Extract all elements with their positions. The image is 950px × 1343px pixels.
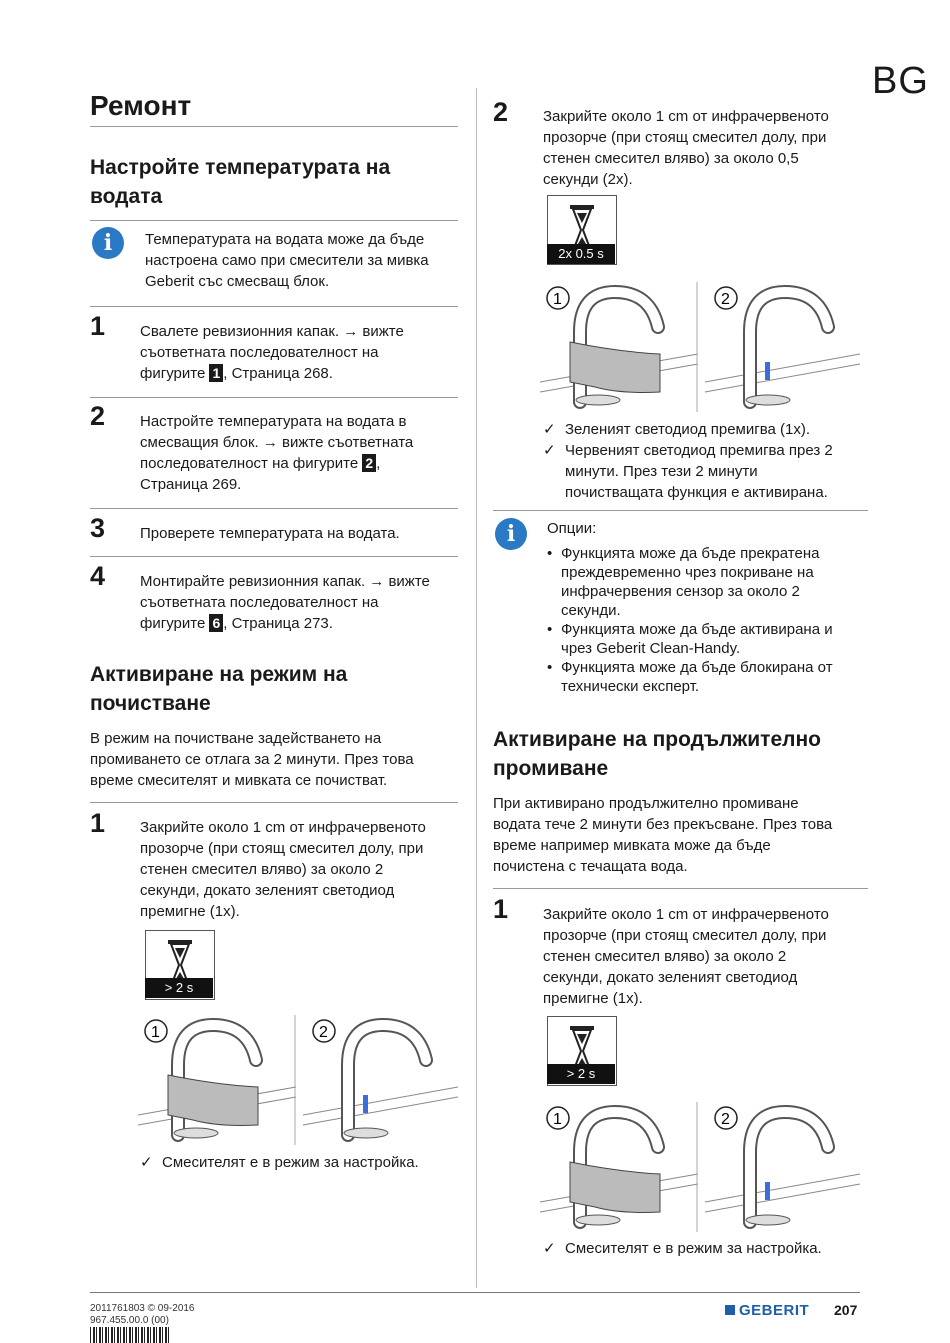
step-text: Проверете температурата на водата.	[140, 525, 400, 542]
divider	[90, 556, 458, 557]
section-heading-continuous-flush: Активиране на продължително промиване	[493, 728, 821, 780]
svg-text:2: 2	[319, 1024, 328, 1041]
step-number: 4	[90, 561, 106, 591]
check-item: ✓ Смесителят е в режим за настройка.	[543, 1238, 863, 1259]
option-item: • Функцията може да бъде активирана и чрез Geberit Clean-Handy.	[547, 620, 867, 658]
article-code: 967.455.00.0 (00)	[90, 1315, 169, 1326]
timer-label: 2x 0.5 s	[547, 244, 615, 264]
barcode	[90, 1327, 170, 1343]
result-checklist	[543, 1238, 863, 1259]
step-text: Настройте температурата на водата в смесващия блок. → вижте съответната последователност на фигурите 2 , Страница 269.	[140, 413, 414, 493]
faucet-illustration-pair	[540, 1102, 860, 1232]
step-text: Закрийте около 1 cm от инфрачервеното прозорче (при стоящ смесител долу, при стенен смесител вляво) за около 2 секунди, докато зеленият светодиод премигне (1x).	[543, 906, 829, 1007]
footer-rule	[90, 1292, 860, 1293]
option-item: • Функцията може да бъде блокирана от технически експерт.	[547, 658, 867, 696]
divider	[90, 220, 458, 221]
check-item: ✓ Зеленият светодиод премигва (1x).	[543, 419, 863, 440]
options-list	[547, 544, 867, 696]
check-item-continued: почистващата функция е активирана.	[565, 484, 828, 501]
section-heading-temperature: Настройте температурата на водата	[90, 156, 391, 208]
result-checklist	[543, 419, 863, 503]
svg-text:1: 1	[151, 1024, 160, 1041]
option-item: • Функцията може да бъде прекратена преждевременно чрез покриване на инфрачервения сензор за около 2 секунди.	[547, 544, 867, 620]
check-item-continued: минути. През тези 2 минути	[565, 463, 758, 480]
divider	[90, 802, 458, 803]
result-checklist	[140, 1152, 460, 1173]
step-number: 1	[90, 311, 106, 341]
step-text: Монтирайте ревизионния капак. → вижте съответната последователност на фигурите 6 , Страница 273.	[140, 573, 430, 632]
faucet-illustration-pair	[540, 282, 860, 412]
divider	[90, 397, 458, 398]
step-number: 1	[493, 894, 509, 924]
language-code: BG	[872, 60, 929, 102]
divider	[493, 888, 868, 889]
check-item: ✓ Смесителят е в режим за настройка.	[140, 1152, 460, 1173]
brand-square-icon	[725, 1305, 735, 1315]
section-intro-continuous-flush: При активирано продължително промиване водата тече 2 минути без прекъсване. През това време например мивката може да бъде почистена с течащата вода.	[493, 795, 833, 875]
step-number: 2	[90, 401, 106, 431]
column-divider	[476, 88, 477, 1288]
step-text: Закрийте около 1 cm от инфрачервеното прозорче (при стоящ смесител долу, при стенен смесител вляво) за около 2 секунди, докато зеленият светодиод премигне (1x).	[140, 819, 426, 920]
check-item: ✓ Червеният светодиод премигва през 2	[543, 440, 863, 461]
page-title: Ремонт	[90, 90, 192, 121]
page-number: 207	[834, 1302, 858, 1318]
step-number: 3	[90, 513, 106, 543]
info-note-temperature: Температурата на водата може да бъде настроена само при смесители за мивка Geberit със смесващ блок.	[145, 231, 429, 290]
section-intro-cleaning: В режим на почистване задействането на промиването се отлага за 2 минути. През това време смесителят и мивката се почистват.	[90, 730, 414, 789]
divider	[90, 306, 458, 307]
figure-reference: 1	[209, 364, 223, 382]
brand-logo: GEBERIT	[739, 1302, 810, 1319]
step-number: 2	[493, 97, 509, 127]
timer-label: > 2 s	[145, 978, 213, 998]
info-icon: i	[495, 518, 527, 550]
figure-reference: 6	[209, 614, 223, 632]
divider	[90, 508, 458, 509]
divider	[493, 510, 868, 511]
step-text: Закрийте около 1 cm от инфрачервеното прозорче (при стоящ смесител долу, при стенен смесител вляво) за около 0,5 секунди (2x).	[543, 108, 829, 188]
step-text: Свалете ревизионния капак. → вижте съответната последователност на фигурите 1 , Страница 268.	[140, 323, 404, 382]
svg-text:2: 2	[721, 291, 730, 308]
figure-reference: 2	[362, 454, 376, 472]
svg-text:2: 2	[721, 1111, 730, 1128]
title-rule	[90, 126, 458, 127]
svg-text:1: 1	[553, 291, 562, 308]
info-icon: i	[92, 227, 124, 259]
svg-text:1: 1	[553, 1111, 562, 1128]
document-number: 2011761803 © 09-2016	[90, 1303, 195, 1314]
timer-label: > 2 s	[547, 1064, 615, 1084]
step-number: 1	[90, 808, 106, 838]
faucet-illustration-pair	[138, 1015, 458, 1145]
section-heading-cleaning: Активиране на режим на почистване	[90, 663, 348, 715]
options-note: Опции: • Функцията може да бъде прекратена преждевременно чрез покриване на инфрачервения сензор за около 2 секунди. • Функцията може да бъде активирана и чрез Geberit Clean-Handy. • Функцията може да бъде блокирана от технически експерт.	[547, 518, 867, 696]
